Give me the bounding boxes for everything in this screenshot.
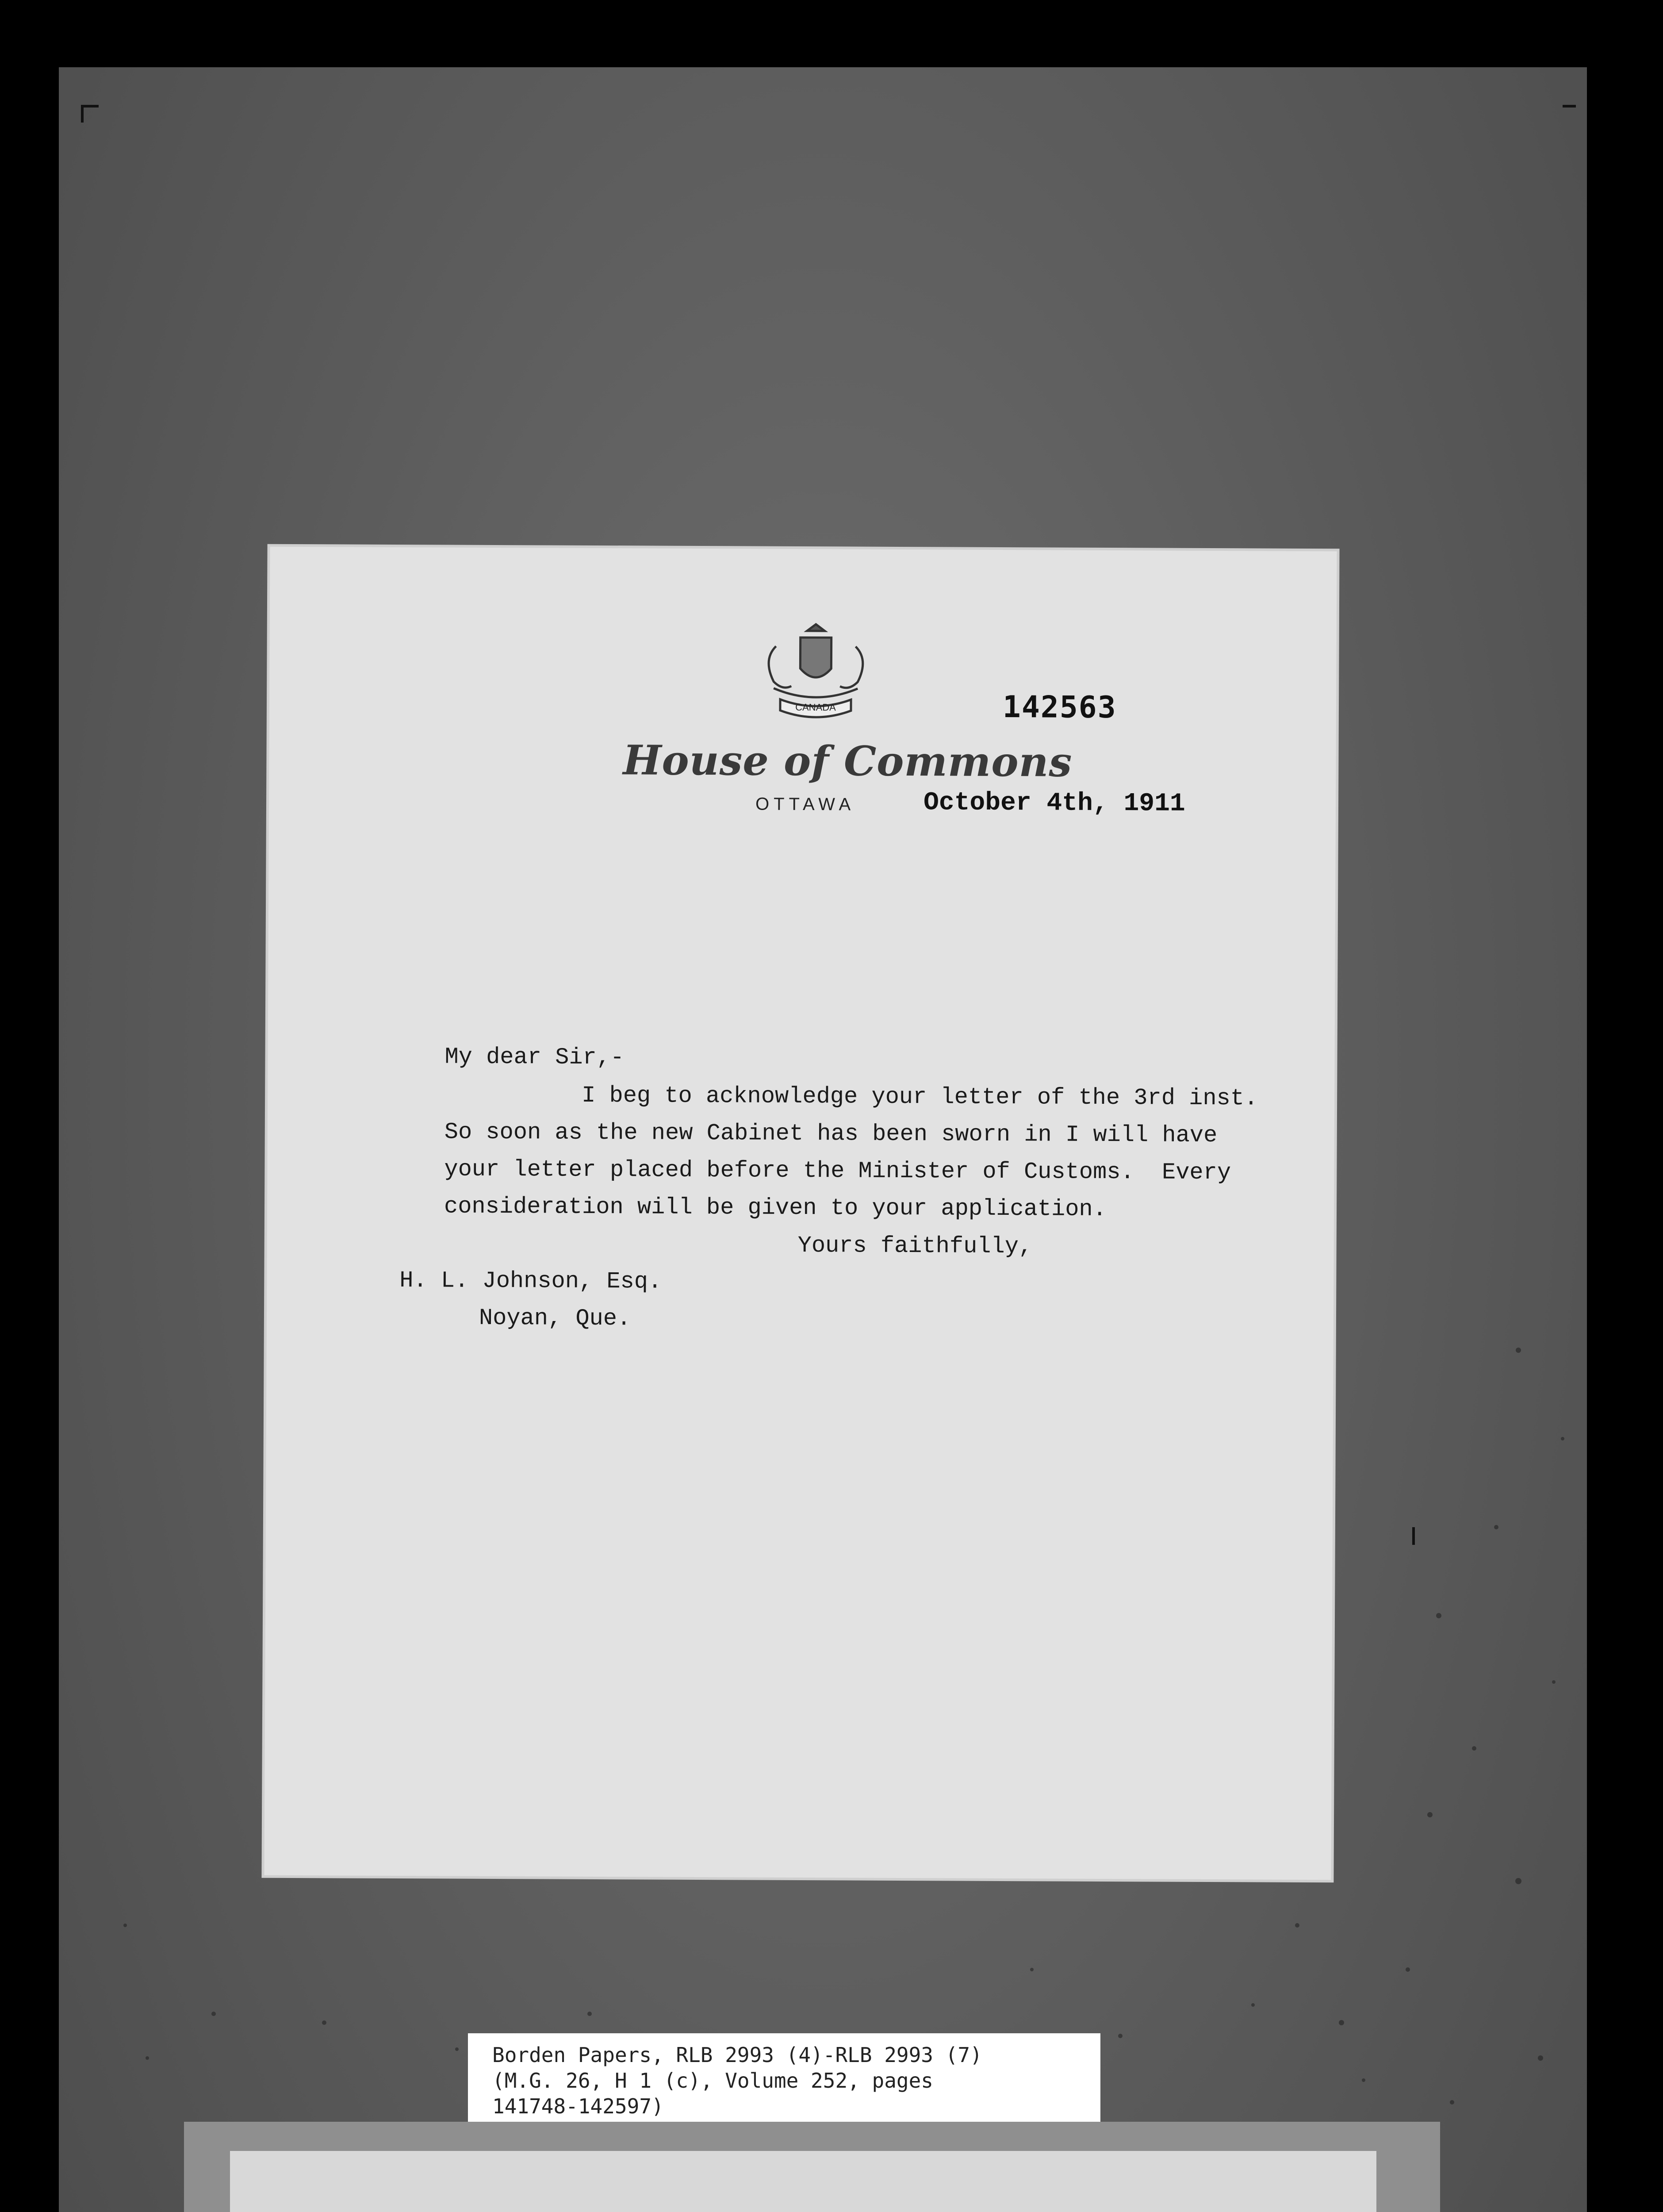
closing: Yours faithfully,: [797, 1232, 1033, 1260]
body-line: consideration will be given to your application.: [444, 1193, 1107, 1223]
recipient-name: H. L. Johnson, Esq.: [399, 1267, 662, 1295]
body-line: I beg to acknowledge your letter of the 3rd inst.: [582, 1082, 1258, 1112]
archive-stamp-card: [230, 2151, 1376, 2212]
document-number: 142563: [1002, 689, 1117, 726]
letter-date: October 4th, 1911: [923, 788, 1185, 818]
film-corner-mark: [1563, 105, 1576, 108]
recipient-place: Noyan, Que.: [479, 1305, 631, 1332]
caption-line: 141748-142597): [492, 2094, 664, 2118]
caption-line: Borden Papers, RLB 2993 (4)-RLB 2993 (7): [492, 2043, 982, 2067]
crest-banner-text: CANADA: [795, 701, 836, 713]
letter-page: [264, 547, 1337, 1880]
salutation: My dear Sir,-: [444, 1044, 625, 1071]
body-line: your letter placed before the Minister of Customs. Every: [444, 1156, 1231, 1186]
letterhead-city: OTTAWA: [755, 794, 855, 814]
letterhead-title: House of Commons: [623, 736, 1073, 786]
body-line: So soon as the new Cabinet has been sworn in I will have: [444, 1119, 1218, 1149]
film-corner-mark: [81, 105, 84, 123]
caption-line: (M.G. 26, H 1 (c), Volume 252, pages: [492, 2069, 933, 2093]
coat-of-arms-crest: [749, 611, 882, 722]
film-corner-mark: [1412, 1527, 1415, 1545]
film-corner-mark: [81, 105, 99, 108]
